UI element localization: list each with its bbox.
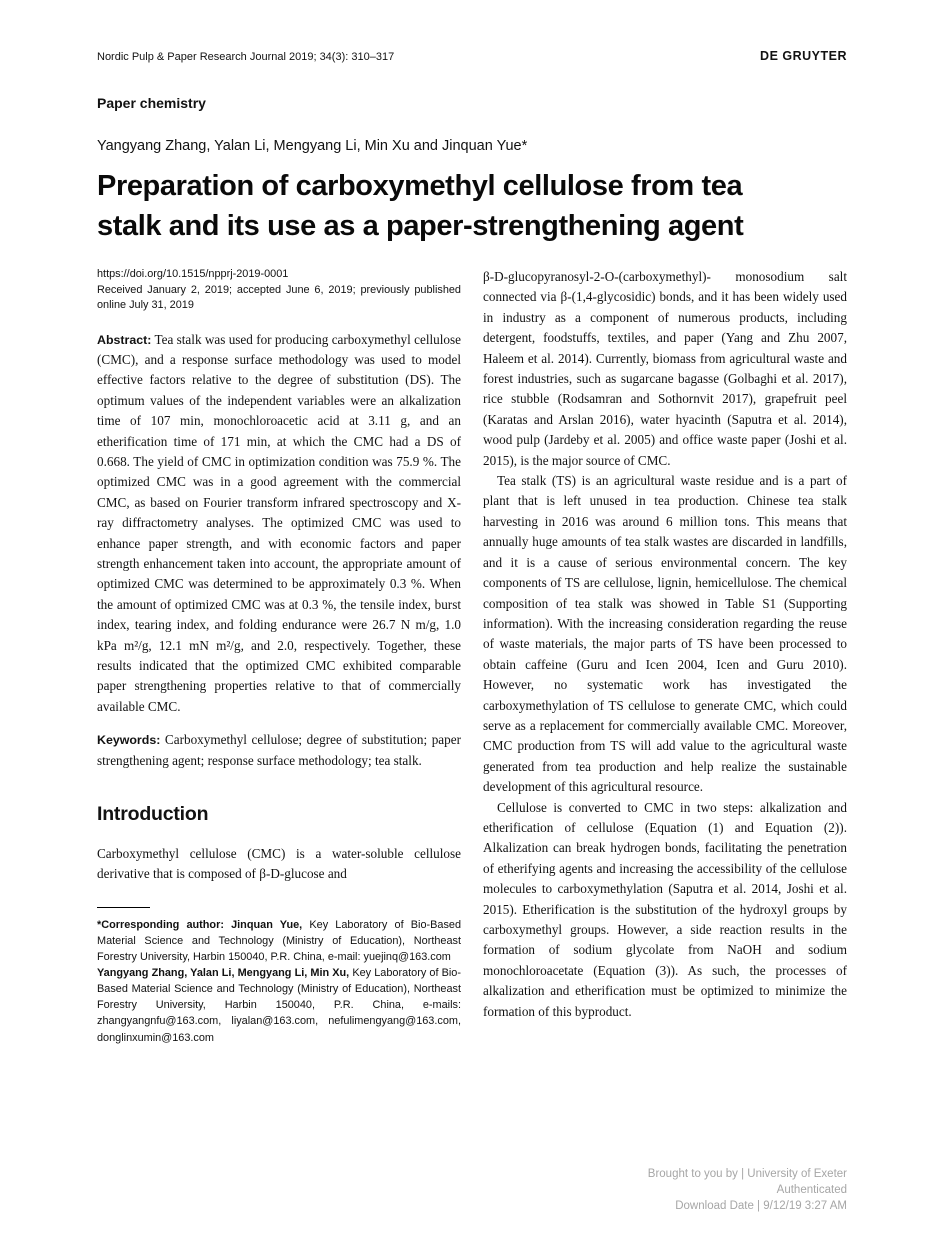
introduction-paragraph-col2-2: Tea stalk (TS) is an agricultural waste residue and is a part of plant that is left unused in tea production. Chinese tea stalk harvesting in 2016 was around 6 million tons. This means that annually huge amounts of tea stalk wastes are discarded in landfills, and it is a cause of serious environmental concern. The key components of TS are cellulose, lignin, hemicellulose. The chemical composition of tea stalk was showed in Table S1 (Supporting information). With the increasing consideration regarding the reuse of waste materials, the major parts of TS have been processed to obtain caffeine (Guru and Icen 2004, Icen and Guru 2010). However, no systematic work has investigated the carboxymethylation of TS cellulose to generate CMC, which could serve as a replacement for commercially available CMC. Moreover, CMC production from TS will add value to the agricultural waste generated from tea production and help realize the sustainable development of this agricultural resource. — [483, 473, 847, 795]
introduction-paragraph-col1: Carboxymethyl cellulose (CMC) is a water-soluble cellulose derivative that is composed of β-D-glucose and — [97, 846, 461, 882]
footnote-coauthors — [97, 965, 461, 1045]
footnote-divider — [97, 907, 150, 908]
keywords-text: Carboxymethyl cellulose; degree of substitution; paper strengthening agent; response surface methodology; tea stalk. — [97, 732, 461, 768]
paper-title — [97, 166, 847, 246]
introduction-paragraph-col2-3: Cellulose is converted to CMC in two steps: alkalization and etherification of cellulose (Equation (1) and Equation (2)). Alkalization can break hydrogen bonds, facilitating the penetration of etherifying agents and increasing the accessibility of the cellulose molecules to carboxymethylation (Saputra et al. 2014, Joshi et al. 2015). Etherification is the substitution of the hydroxyl groups by carboxymethyl groups. However, a side reaction results in the formation of sodium glycolate from NaOH and sodium monochloroacetate (Equation (3)). As such, the processes of alkalization and etherification must be optimized to minimize the formation of this byproduct. — [483, 799, 847, 1019]
article-page — [97, 50, 847, 1046]
journal-citation: Nordic Pulp & Paper Research Journal 2019; 34(3): 310–317 — [97, 51, 395, 63]
footnote-block — [97, 907, 461, 1046]
coauthors-text: Key Laboratory of Bio-Based Material Science and Technology (Ministry of Education), Northeast Forestry University, Harbin 150040, P.R. China, e-mails: zhangyangnfu@163.com, liyalan@163.com, nefulimengyang@163.com, donglinxumin@163.com — [97, 967, 461, 1044]
doi-link[interactable]: https://doi.org/10.1515/npprj-2019-0001 — [97, 268, 289, 280]
footer-provider-line: Brought to you by | University of Exeter — [647, 1168, 847, 1180]
left-column — [97, 267, 461, 1046]
paper-title-line-1: Preparation of carboxymethyl cellulose from tea — [97, 170, 743, 202]
keywords-label: Keywords: — [97, 733, 161, 748]
article-meta — [97, 267, 461, 314]
coauthors-label: Yangyang Zhang, Yalan Li, Mengyang Li, Min Xu, — [97, 967, 350, 980]
corresponding-author-label: *Corresponding author: Jinquan Yue, — [97, 918, 303, 931]
paper-title-line-2: stalk and its use as a paper-strengthening agent — [97, 210, 744, 242]
authors-line: Yangyang Zhang, Yalan Li, Mengyang Li, Min Xu and Jinquan Yue* — [97, 138, 528, 154]
publisher-logotype: DE GRUYTER — [760, 49, 847, 63]
two-column-body — [97, 267, 847, 1046]
section-label: Paper chemistry — [97, 95, 206, 111]
history-line: Received January 2, 2019; accepted June 6, 2019; previously published online July 31, 2019 — [97, 283, 461, 311]
page-header — [97, 50, 847, 64]
access-footer — [648, 1166, 847, 1214]
keywords-paragraph — [97, 730, 461, 771]
footer-download-date-line: Download Date | 9/12/19 3:27 AM — [675, 1200, 847, 1212]
footer-authenticated-line: Authenticated — [776, 1184, 847, 1196]
right-column — [483, 267, 847, 1046]
introduction-paragraph-col2-1: β-D-glucopyranosyl-2-O-(carboxymethyl)- monosodium salt connected via β-(1,4-glycosidic) bonds, and it has been widely used in industry as a component of numerous products, including detergent, foodstuffs, textiles, and paper (Yang and Zhu 2007, Haleem et al. 2014). Currently, biomass from agricultural waste and forest industries, such as sugarcane bagasse (Golbaghi et al. 2017), rice stubble (Rodsamran and Sothornvit 2017), grapefruit peel (Karatas and Arslan 2016), water hyacinth (Saputra et al. 2014), wood pulp (Jardeby et al. 2005) and office waste paper (Joshi et al. 2015), is the major source of CMC. — [483, 269, 847, 468]
footnote-corresponding-author — [97, 917, 461, 965]
abstract-text: Tea stalk was used for producing carboxymethyl cellulose (CMC), and a response surface methodology was used to model effective factors relative to the degree of substitution (DS). The optimum values of the independent variables were an alkalization time of 107 min, monochloroacetic acid at 3.11 g, and an etherification time of 171 min, at which the CMC had a DS of 0.668. The yield of CMC in optimization condition was 75.9 %. The optimized CMC was in a good agreement with the commercial CMC, as based on Fourier transform infrared spectroscopy and X-ray diffractometry analyses. The optimized CMC was used to enhance paper strength, and with economic factors and paper strength enhancement taken into account, the appropriate amount of optimized CMC was determined to be approximately 0.3 %. When the amount of optimized CMC was at 0.3 %, the tensile index, burst index, tearing index, and folding endurance were 26.7 N m/g, 1.0 kPa m²/g, 12.1 mN m²/g, and 2.0, respectively. Together, these results indicated that the optimized CMC exhibited comparable paper strengthening properties relative to that of commercially available CMC. — [97, 331, 461, 714]
abstract-paragraph — [97, 330, 461, 718]
introduction-heading: Introduction — [97, 803, 209, 826]
corresponding-author-text: Key Laboratory of Bio-Based Material Science and Technology (Ministry of Education), Northeast Forestry University, Harbin 150040, P.R. China, e-mail: yuejinq@163.com — [97, 918, 462, 964]
abstract-label: Abstract: — [97, 332, 152, 347]
